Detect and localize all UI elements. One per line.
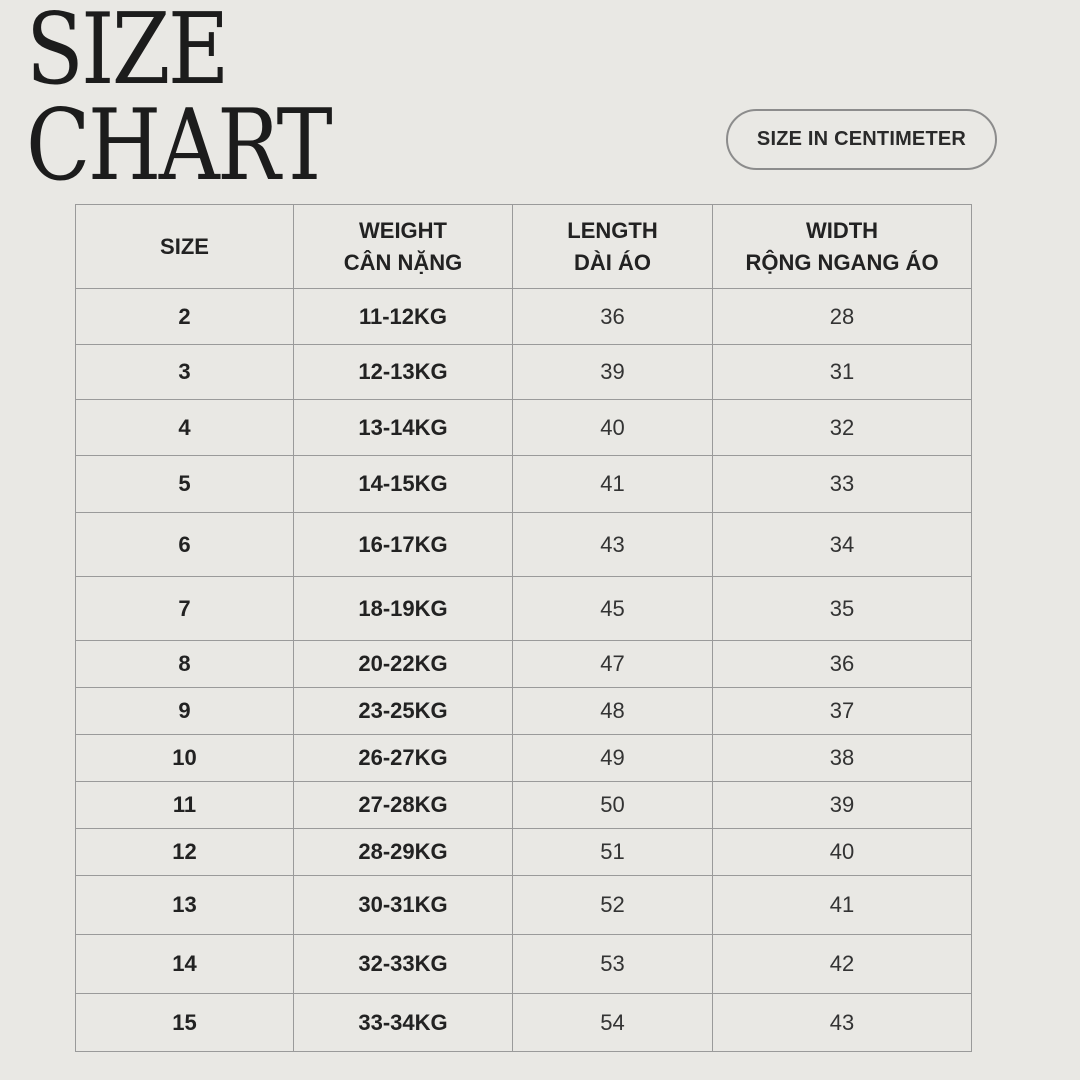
cell-width: 31 <box>713 345 972 400</box>
cell-size: 9 <box>76 688 294 735</box>
cell-weight: 33-34KG <box>294 994 513 1052</box>
cell-weight: 28-29KG <box>294 829 513 876</box>
header-size <box>76 205 294 289</box>
cell-weight: 27-28KG <box>294 782 513 829</box>
cell-width: 41 <box>713 876 972 935</box>
cell-size: 12 <box>76 829 294 876</box>
cell-width: 34 <box>713 513 972 577</box>
header-weight-en: WEIGHT <box>359 217 447 243</box>
table-row <box>76 400 972 456</box>
cell-width: 43 <box>713 994 972 1052</box>
cell-size: 3 <box>76 345 294 400</box>
table-row <box>76 513 972 577</box>
cell-width: 33 <box>713 456 972 513</box>
table-row <box>76 876 972 935</box>
title-line-size: SIZE <box>26 0 227 107</box>
title-line-chart: CHART <box>26 89 331 203</box>
cell-weight: 11-12KG <box>294 289 513 345</box>
cell-length: 47 <box>513 641 713 688</box>
table-header-row <box>76 205 972 289</box>
cell-width: 39 <box>713 782 972 829</box>
cell-length: 43 <box>513 513 713 577</box>
table-row <box>76 577 972 641</box>
table-row <box>76 345 972 400</box>
cell-width: 42 <box>713 935 972 994</box>
cell-size: 13 <box>76 876 294 935</box>
cell-size: 4 <box>76 400 294 456</box>
cell-length: 39 <box>513 345 713 400</box>
cell-width: 35 <box>713 577 972 641</box>
table-row <box>76 641 972 688</box>
cell-weight: 23-25KG <box>294 688 513 735</box>
cell-length: 50 <box>513 782 713 829</box>
cell-length: 45 <box>513 577 713 641</box>
cell-size: 2 <box>76 289 294 345</box>
header-length-vi: DÀI ÁO <box>574 249 651 275</box>
cell-size: 6 <box>76 513 294 577</box>
cell-length: 54 <box>513 994 713 1052</box>
cell-size: 7 <box>76 577 294 641</box>
header-weight <box>294 205 513 289</box>
table-row <box>76 289 972 345</box>
cell-length: 41 <box>513 456 713 513</box>
cell-width: 40 <box>713 829 972 876</box>
cell-weight: 12-13KG <box>294 345 513 400</box>
cell-weight: 18-19KG <box>294 577 513 641</box>
table-row <box>76 456 972 513</box>
header-length-en: LENGTH <box>567 217 658 243</box>
cell-length: 40 <box>513 400 713 456</box>
cell-weight: 16-17KG <box>294 513 513 577</box>
cell-weight: 14-15KG <box>294 456 513 513</box>
cell-size: 10 <box>76 735 294 782</box>
header-size-label: SIZE <box>160 233 209 259</box>
cell-size: 8 <box>76 641 294 688</box>
cell-size: 14 <box>76 935 294 994</box>
cell-width: 37 <box>713 688 972 735</box>
cell-weight: 32-33KG <box>294 935 513 994</box>
table-row <box>76 735 972 782</box>
cell-length: 48 <box>513 688 713 735</box>
cell-size: 5 <box>76 456 294 513</box>
cell-size: 15 <box>76 994 294 1052</box>
table-row <box>76 829 972 876</box>
header-width <box>713 205 972 289</box>
cell-width: 32 <box>713 400 972 456</box>
cell-width: 28 <box>713 289 972 345</box>
cell-size: 11 <box>76 782 294 829</box>
cell-length: 36 <box>513 289 713 345</box>
header-width-vi: RỘNG NGANG ÁO <box>745 249 939 275</box>
table-row <box>76 782 972 829</box>
cell-length: 51 <box>513 829 713 876</box>
header-weight-vi: CÂN NẶNG <box>343 249 463 275</box>
cell-length: 52 <box>513 876 713 935</box>
table-row <box>76 935 972 994</box>
cell-width: 38 <box>713 735 972 782</box>
cell-weight: 20-22KG <box>294 641 513 688</box>
cell-length: 49 <box>513 735 713 782</box>
unit-badge: SIZE IN CENTIMETER <box>726 109 997 170</box>
cell-weight: 26-27KG <box>294 735 513 782</box>
cell-weight: 13-14KG <box>294 400 513 456</box>
table-row <box>76 688 972 735</box>
cell-weight: 30-31KG <box>294 876 513 935</box>
header-length <box>513 205 713 289</box>
table-row <box>76 994 972 1052</box>
size-table <box>75 204 972 1052</box>
cell-length: 53 <box>513 935 713 994</box>
header-width-en: WIDTH <box>805 217 879 243</box>
cell-width: 36 <box>713 641 972 688</box>
page-title <box>26 0 331 203</box>
